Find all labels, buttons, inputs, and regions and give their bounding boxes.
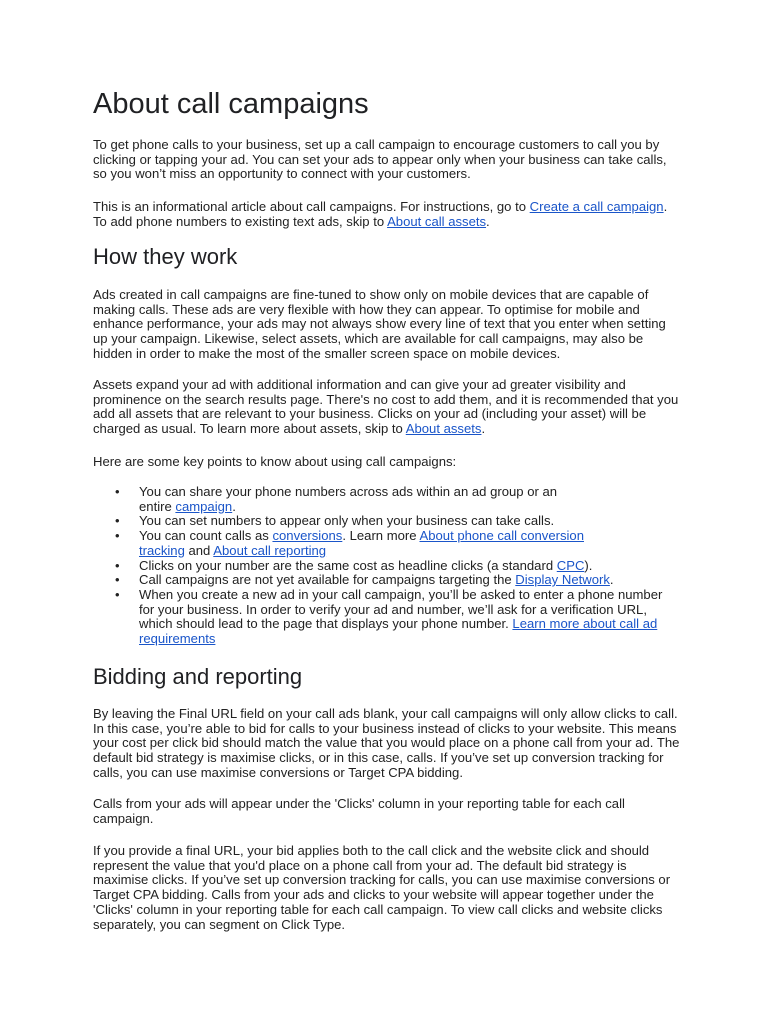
bullet-4-text: Clicks on your number are the same cost as headline clicks (a standard: [139, 557, 557, 573]
bullet-3-text: You can count calls as: [139, 528, 273, 544]
bullet-1-end: .: [232, 498, 236, 514]
bullet-3-and: and: [184, 542, 214, 558]
list-item: [93, 529, 614, 558]
bullet-3-mid: . Learn more: [342, 528, 420, 544]
how-text-2: Assets expand your ad with additional information and can give your ad greater visibility and prominence on the search results page. There's no cost to add them, and it is recommended that you add all assets that are relevant to your business. Clicks on your ad (including your asset) will be charged as usual. To learn more about assets, skip to: [93, 377, 679, 437]
list-item: [93, 485, 579, 514]
bidding-reporting-heading: Bidding and reporting: [93, 664, 303, 689]
list-item: [93, 573, 683, 588]
list-item: [93, 559, 683, 574]
bullet-5-end: .: [609, 572, 614, 588]
info-text-end: .: [486, 213, 490, 229]
call-reporting-link[interactable]: About call reporting: [213, 542, 327, 558]
bullet-5-text: Call campaigns are not yet available for campaigns targeting the: [139, 572, 516, 588]
list-item: [93, 514, 683, 529]
info-text: This is an informational article about call campaigns. For instructions, go to: [93, 199, 530, 214]
intro-paragraph: [93, 138, 683, 182]
phone-call-conversion-tracking-link[interactable]: About phone call conversion tracking: [139, 528, 584, 558]
bullet-4-end: ).: [584, 557, 593, 573]
how-text-1: Ads created in call campaigns are fine-tuned to show only on mobile devices that are capable of making calls. These ads are very flexible with how they can appear. To optimise for mobile and enhance performance, your ads may not always show every line of text that you enter when setting up your campaign. Likewise, select assets, which are available for call campaigns, may also be hidden in order to make the most of the smaller screen space on mobile devices.: [93, 287, 666, 361]
key-points-text: Here are some key points to know about using call campaigns:: [93, 454, 457, 469]
how-they-work-heading: How they work: [93, 244, 238, 269]
bullet-6-text: When you create a new ad in your call campaign, you’ll be asked to enter a phone number for your business. In order to verify your ad and number, we’ll ask for a verification URL, which should lead to the page that displays your phone number.: [139, 586, 663, 632]
bidding-paragraph-1: [93, 707, 683, 781]
bullet-2-text: You can set numbers to appear only when your business can take calls.: [139, 513, 555, 529]
display-network-link[interactable]: Display Network: [515, 572, 610, 588]
how-paragraph-2: [93, 378, 683, 437]
info-paragraph: [93, 200, 683, 229]
bidding-paragraph-3: [93, 844, 683, 932]
info-text-mid: . To add phone numbers to existing text ads, skip to: [93, 199, 668, 229]
list-item: [93, 588, 677, 647]
bidding-paragraph-2: [93, 797, 683, 826]
call-ad-requirements-link[interactable]: Learn more about call ad requirements: [139, 616, 658, 647]
create-call-campaign-link[interactable]: Create a call campaign: [529, 199, 664, 214]
page-title: About call campaigns: [93, 88, 369, 120]
about-call-assets-link[interactable]: About call assets: [387, 213, 487, 229]
cpc-link[interactable]: CPC: [556, 557, 585, 573]
intro-text: To get phone calls to your business, set up a call campaign to encourage customers to call you by clicking or tapping your ad. You can set your ads to appear only when your business can take calls, so you won’t miss an opportunity to connect with your customers.: [93, 137, 667, 182]
campaign-link[interactable]: campaign: [175, 498, 233, 514]
key-points-list: [93, 485, 683, 647]
how-text-2-end: .: [481, 421, 486, 437]
bidding-text-1: By leaving the Final URL field on your call ads blank, your call campaigns will only allow clicks to call. In this case, you’re able to bid for calls to your business instead of clicks to your website. This means your cost per click bid should match the value that you would place on a phone call from your ad. The default bid strategy is maximise clicks, or in this case, calls. If you’ve set up conversion tracking for calls, you can use maximise conversions or Target CPA bidding.: [93, 706, 680, 780]
key-points-intro: [93, 455, 683, 470]
bidding-text-3: If you provide a final URL, your bid applies both to the call click and the website click and should represent the value that you'd place on a phone call from your ad. The default bid strategy is maximise clicks. If you’ve set up conversion tracking for calls, you can use maximise conversions or Target CPA bidding. Calls from your ads and clicks to your website will appear together under the 'Clicks' column in your reporting table for each call campaign. To view call clicks and website clicks separately, you can segment on Click Type.: [93, 843, 671, 932]
about-assets-link[interactable]: About assets: [405, 421, 482, 437]
bullet-1-text: You can share your phone numbers across ads within an ad group or an entire: [139, 484, 558, 514]
how-paragraph-1: [93, 288, 683, 362]
conversions-link[interactable]: conversions: [272, 528, 343, 544]
bidding-text-2: Calls from your ads will appear under the 'Clicks' column in your reporting table for each call campaign.: [93, 796, 625, 826]
